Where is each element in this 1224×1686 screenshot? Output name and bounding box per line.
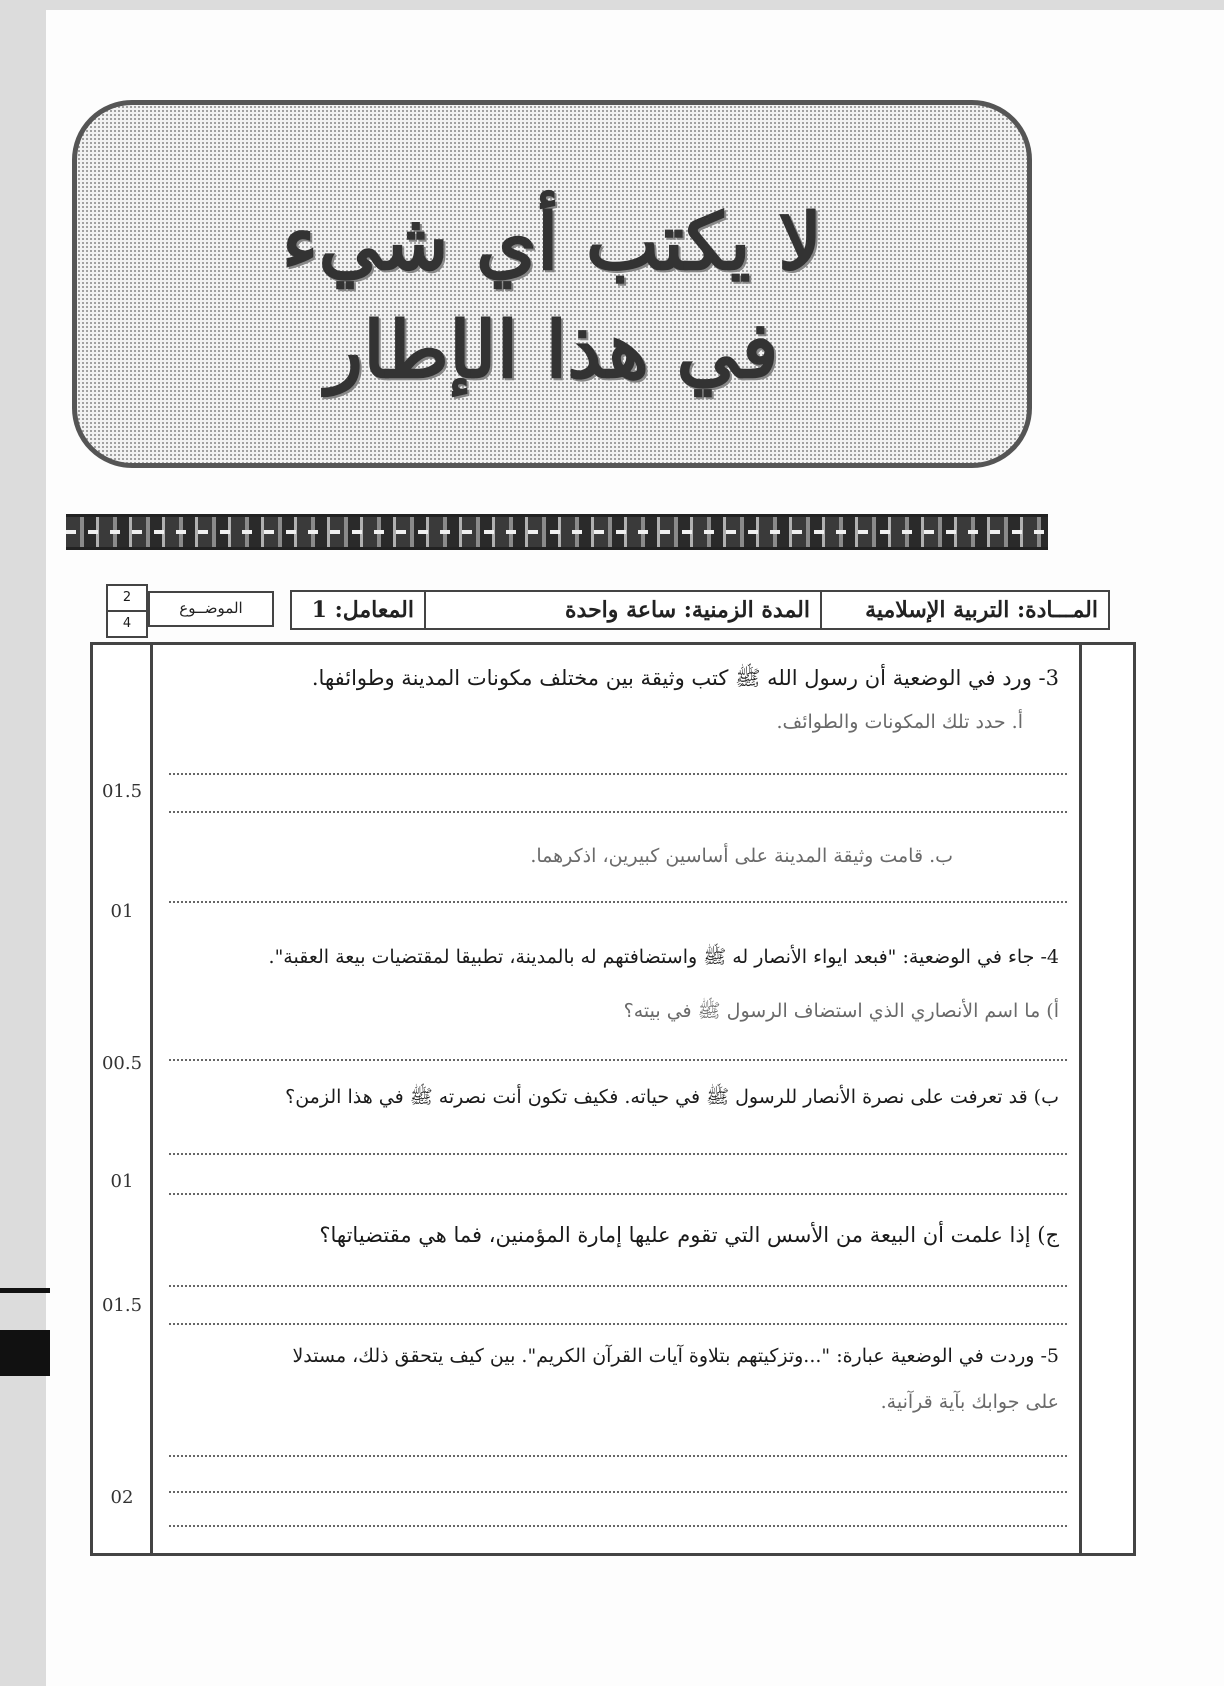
mark-4a: 00.5 [101, 1053, 143, 1074]
coefficient-cell: المعامل: 1 [290, 590, 424, 630]
mark-4c: 01.5 [101, 1295, 143, 1316]
question-3b: ب. قامت وثيقة المدينة على أساسين كبيرين، اذكرهما. [530, 845, 953, 867]
question-4: 4- جاء في الوضعية: "فبعد ايواء الأنصار له ﷺ واستضافتهم له بالمدينة، تطبيقا لمقتضيات بيعة العقبة". [268, 946, 1059, 968]
margin-column [1079, 645, 1133, 1553]
question-3: 3- ورد في الوضعية أن رسول الله ﷺ كتب وثيقة بين مختلف مكونات المدينة وطوائفها. [311, 666, 1059, 690]
answer-line[interactable] [169, 1323, 1067, 1325]
question-4b: ب) قد تعرفت على نصرة الأنصار للرسول ﷺ في حياته. فكيف تكون أنت نصرته ﷺ في هذا الزمن؟ [285, 1086, 1059, 1108]
question-5: 5- وردت في الوضعية عبارة: "...وتزكيتهم بتلاوة آيات القرآن الكريم". بين كيف يتحقق ذلك، مستدلا [292, 1345, 1059, 1367]
answer-line[interactable] [169, 1059, 1067, 1061]
question-5-continued: على جوابك بآية قرآنية. [880, 1391, 1059, 1413]
notice-line-2: في هذا الإطار [325, 305, 779, 396]
subject-cell: المـــادة: التربية الإسلامية [820, 590, 1110, 630]
answer-table [90, 642, 1136, 1556]
duration-cell: المدة الزمنية: ساعة واحدة [424, 590, 820, 630]
answer-line[interactable] [169, 1525, 1067, 1527]
scan-edge-mark [0, 1288, 50, 1293]
answer-line[interactable] [169, 901, 1067, 903]
question-4c: ج) إذا علمت أن البيعة من الأسس التي تقوم عليها إمارة المؤمنين، فما هي مقتضياتها؟ [319, 1223, 1059, 1247]
notice-line-1: لا يكتب أي شيء [281, 197, 823, 288]
answer-line[interactable] [169, 1455, 1067, 1457]
decorative-separator-band [66, 514, 1048, 550]
band-pattern [66, 530, 1048, 534]
question-4a: أ) ما اسم الأنصاري الذي استضاف الرسول ﷺ في بيته؟ [623, 1000, 1059, 1022]
answer-line[interactable] [169, 1491, 1067, 1493]
scan-edge-mark [0, 1330, 50, 1376]
answer-line[interactable] [169, 1193, 1067, 1195]
mark-4b: 01 [110, 1171, 134, 1192]
page-number-current: 2 [106, 584, 148, 612]
answer-line[interactable] [169, 773, 1067, 775]
do-not-write-frame [72, 100, 1032, 468]
topic-label: الموضــوع [148, 591, 274, 627]
answer-line[interactable] [169, 1153, 1067, 1155]
question-3a: أ. حدد تلك المكونات والطوائف. [776, 711, 1023, 733]
mark-5: 02 [110, 1487, 134, 1508]
answer-line[interactable] [169, 811, 1067, 813]
answer-line[interactable] [169, 1285, 1067, 1287]
page-number-total: 4 [106, 610, 148, 638]
mark-3a: 01.5 [101, 781, 143, 802]
mark-3b: 01 [110, 901, 134, 922]
